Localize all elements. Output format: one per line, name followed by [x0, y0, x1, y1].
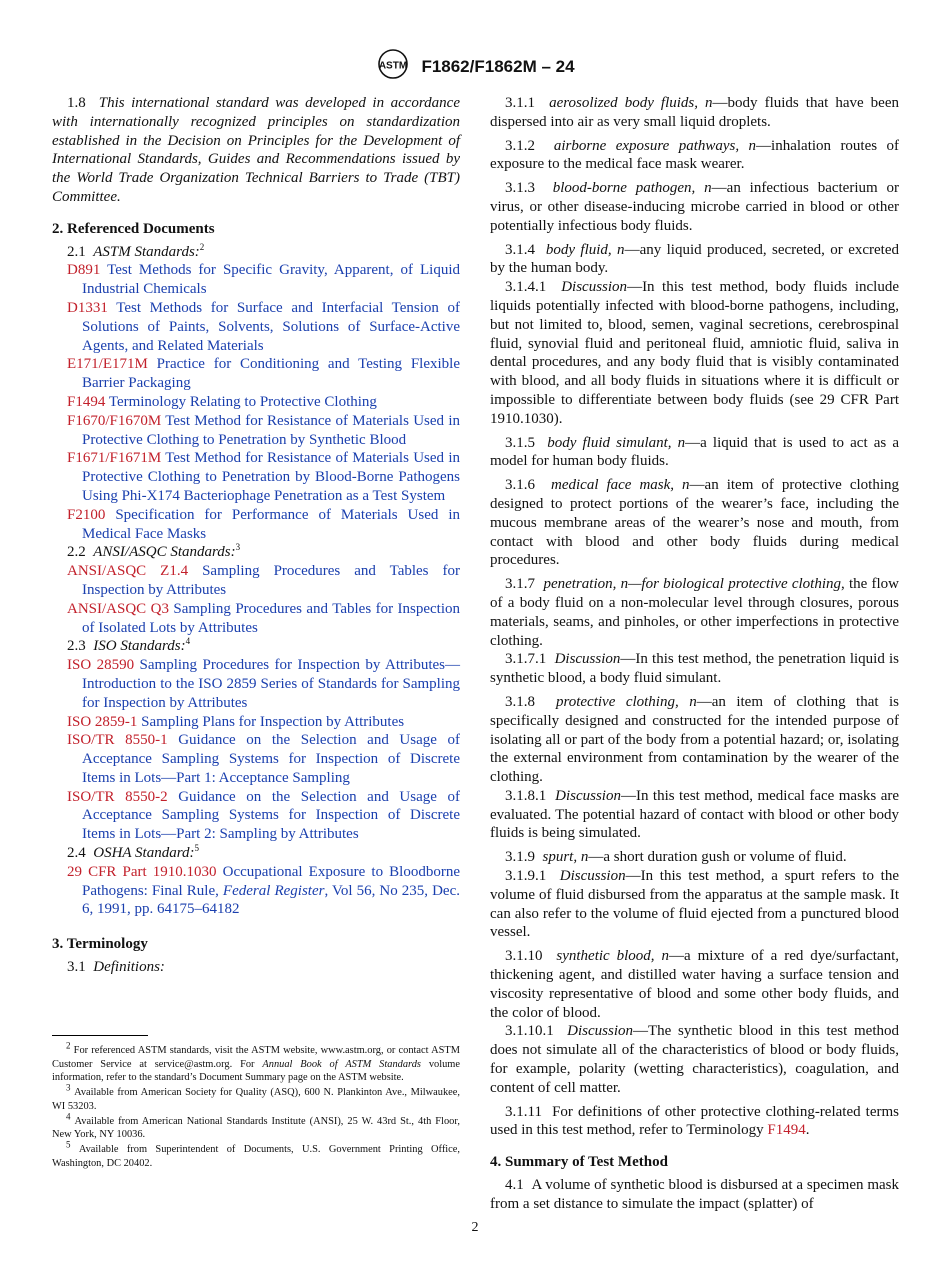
definition-3-1-7: 3.1.7 penetration, n—for biological protective clothing, the flow of a body fluid on a non-molecular level through closures, porous materials, seams, and pinholes, or other imperfections in protective clothing. [490, 576, 900, 649]
section-2-heading: 2. Referenced Documents [52, 220, 215, 237]
footnotes [52, 1040, 460, 1171]
section-4-heading: 4. Summary of Test Method [490, 1154, 668, 1171]
definition-3-1-2: 3.1.2 airborne exposure pathways, n—inhalation routes of exposure to the medical face mask wearer. [490, 137, 899, 173]
footnote-3: $^3$ Available from American Society for Quality (ASQ), 600 N. Plankinton Ave., Milwaukee, WI 53203. [52, 1082, 460, 1112]
definition-3-1-1: 3.1.1 aerosolized body fluids, n—body fluids that have been dispersed into air as very small liquid droplets. [490, 95, 899, 130]
reference-29-cfr[interactable]: 29 CFR Part 1910.1030 Occupational Exposure to Bloodborne Pathogens: Final Rule, Federal Register, Vol 56, No 235, Dec. 6, 1991, pp. 64175–64182 [67, 863, 460, 918]
reference-f1494[interactable]: F1494 Terminology Relating to Protective Clothing [67, 393, 377, 410]
definition-3-1-11: 3.1.11 For definitions of other protective clothing-related terms used in this test method, refer to Terminology F1494. [490, 1103, 899, 1139]
subsection-2-3: 2.3 ISO Standards:$^4$ [67, 636, 191, 655]
footnote-2: $^2$ For referenced ASTM standards, visit the ASTM website, www.astm.org, or contact ASTM Customer Service at service@astm.org. For Annual Book of ASTM Standards volume information, refer to the standard’s Document Summary page on the ASTM website. [52, 1040, 460, 1084]
subsection-2-4: 2.4 OSHA Standard:$^5$ [67, 843, 199, 862]
reference-iso-28590[interactable]: ISO 28590 Sampling Procedures for Inspection by Attributes—Introduction to the ISO 2859 Series of Standards for Sampling for Inspection by Attributes [67, 657, 460, 711]
subsection-2-1: 2.1 ASTM Standards:$^2$ [67, 241, 205, 260]
footnote-5: $^5$ Available from Superintendent of Documents, U.S. Government Printing Office, Washington, DC 20402. [52, 1139, 460, 1169]
reference-f1671[interactable]: F1671/F1671M Test Method for Resistance of Materials Used in Protective Clothing to Penetration by Blood-Borne Pathogens Using Phi-X174 Bacteriophage Penetration as a Test System [67, 450, 460, 504]
discussion-3-1-4-1: 3.1.4.1 Discussion—In this test method, body fluids include liquids potentially infected with blood-borne pathogens, including, but not limited to, blood, semen, vaginal secretions, cerebrospinal fluid, synovial fluid and peritoneal fluid, amniotic fluid, saliva in dental procedures, and any body fluid that is visibly contaminated with blood, and all body fluids in situations where it is difficult or impossible to differentiate between body fluids (see 29 CFR Part 1910.1030). [490, 279, 900, 427]
reference-e171[interactable]: E171/E171M Practice for Conditioning and Testing Flexible Barrier Packaging [67, 356, 460, 392]
discussion-3-1-7-1: 3.1.7.1 Discussion—In this test method, the penetration liquid is synthetic blood, a body fluid simulant. [490, 651, 900, 687]
reference-ansi-z1-4[interactable]: ANSI/ASQC Z1.4 Sampling Procedures and Tables for Inspection by Attributes [67, 563, 460, 598]
definition-3-1-6: 3.1.6 medical face mask, n—an item of protective clothing designed to protect portions of the wearer’s face, including the mucous membrane areas of the wearer’s nose and mouth, from contact with blood and other body fluids during medical procedures. [490, 477, 899, 569]
definition-3-1-4: 3.1.4 body fluid, n—any liquid produced, secreted, or excreted by the human body. [490, 241, 900, 277]
reference-iso-tr-8550-2[interactable]: ISO/TR 8550-2 Guidance on the Selection and Usage of Acceptance Sampling Systems for Inspection of Discrete Items in Lots—Part 2: Sampling by Attributes [67, 788, 460, 843]
discussion-3-1-10-1: 3.1.10.1 Discussion—The synthetic blood in this test method does not simulate all of the characteristics of blood or body fluids, for example, polarity (wetting characteristics), coagulation, and content of cell matter. [490, 1023, 900, 1096]
paragraph-1-8: 1.8 This international standard was developed in accordance with internationally recognized principles on standardization established in the Decision on Principles for the Development of International Standards, Guides and Recommendations issued by the World Trade Organization Technical Barriers to Trade (TBT) Committee. [52, 95, 460, 205]
definition-3-1-8: 3.1.8 protective clothing, n—an item of clothing that is specifically designed and constructed for the intended purpose of isolating all or part of the body from a potential hazard; or, isolating the external environment from contamination by the wearer of the clothing. [490, 693, 900, 786]
definition-3-1-10: 3.1.10 synthetic blood, n—a mixture of a red dye/surfactant, thickening agent, and distilled water having a surface tension and viscosity representative of blood and some other body fluids, and the color of blood. [490, 948, 899, 1021]
subsection-3-1: 3.1 Definitions: [67, 959, 165, 976]
paragraph-4-1: 4.1 A volume of synthetic blood is disbursed at a specimen mask from a set distance to simulate the impact (splatter) of [490, 1177, 900, 1212]
page-header [0, 49, 950, 84]
reference-iso-tr-8550-1[interactable]: ISO/TR 8550-1 Guidance on the Selection and Usage of Acceptance Sampling Systems for Inspection of Discrete Items in Lots—Part 1: Acceptance Sampling [67, 732, 460, 786]
definition-3-1-9: 3.1.9 spurt, n—a short duration gush or volume of fluid. [505, 849, 847, 866]
page-number: 2 [471, 1220, 479, 1235]
definition-3-1-3: 3.1.3 blood-borne pathogen, n—an infectious bacterium or virus, or other disease-inducing microbe carried in blood or other potentially infectious body fluids. [490, 180, 900, 234]
footnote-divider [52, 1035, 148, 1036]
reference-f1670[interactable]: F1670/F1670M Test Method for Resistance of Materials Used in Protective Clothing to Penetration by Synthetic Blood [67, 412, 460, 448]
reference-iso-2859-1[interactable]: ISO 2859-1 Sampling Plans for Inspection by Attributes [67, 713, 405, 730]
reference-ansi-q3[interactable]: ANSI/ASQC Q3 Sampling Procedures and Tables for Inspection of Isolated Lots by Attributes [67, 600, 460, 636]
document-designation: F1862/F1862M – 24 [421, 56, 575, 76]
right-column [490, 94, 899, 1214]
logo-text: ASTM [379, 60, 408, 72]
f1494-link[interactable]: F1494 [767, 1122, 806, 1139]
left-column [52, 94, 460, 977]
reference-f2100[interactable]: F2100 Specification for Performance of Materials Used in Medical Face Masks [67, 506, 461, 542]
section-3-heading: 3. Terminology [52, 936, 148, 953]
reference-d1331[interactable]: D1331 Test Methods for Surface and Interfacial Tension of Solutions of Paints, Solvents, Solutions of Surface-Active Agents, and Related Materials [67, 299, 461, 354]
footnote-4: $^4$ Available from American National Standards Institute (ANSI), 25 W. 43rd St., 4th Floor, New York, NY 10036. [52, 1111, 460, 1141]
discussion-3-1-8-1: 3.1.8.1 Discussion—In this test method, medical face masks are evaluated. The potential hazard of contact with blood or other body fluids is being simulated. [490, 787, 900, 842]
definition-3-1-5: 3.1.5 body fluid simulant, n—a liquid that is used to act as a model for human body fluids. [490, 434, 899, 470]
astm-logo-icon [375, 49, 411, 84]
discussion-3-1-9-1: 3.1.9.1 Discussion—In this test method, a spurt refers to the volume of fluid disbursed from the apparatus at the sample mask. It can also refer to the volume of fluid ejected from a punctured blood vessel. [490, 868, 900, 941]
reference-d891[interactable]: D891 Test Methods for Specific Gravity, Apparent, of Liquid Industrial Chemicals [67, 262, 460, 298]
subsection-2-2: 2.2 ANSI/ASQC Standards:$^3$ [67, 542, 241, 561]
